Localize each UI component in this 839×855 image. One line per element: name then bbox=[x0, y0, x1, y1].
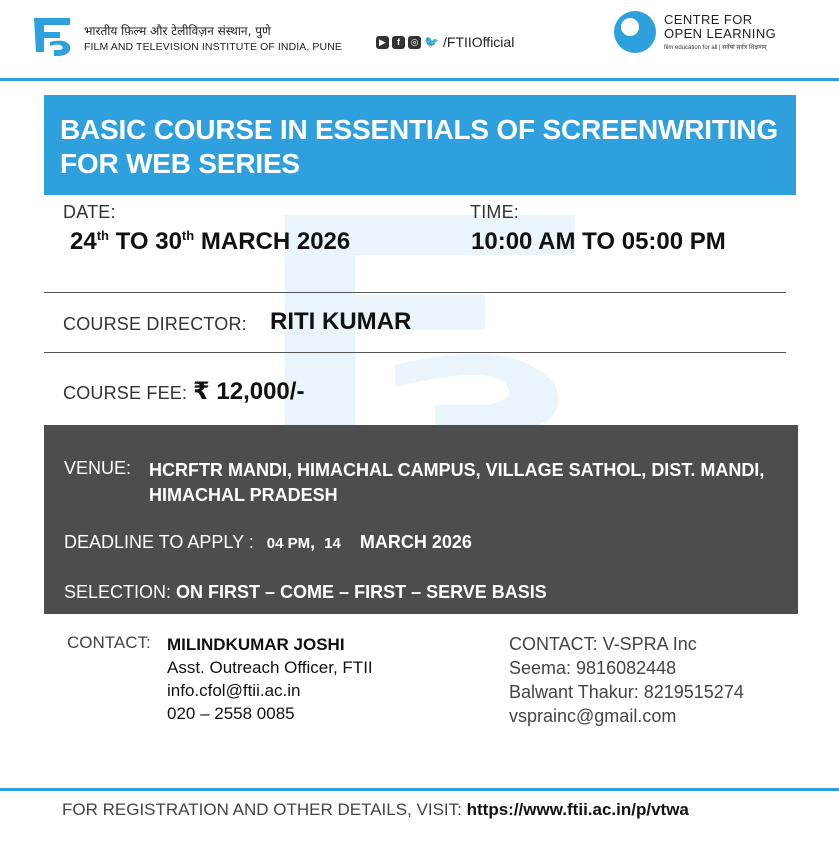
footer-divider bbox=[0, 788, 839, 791]
deadline-day: 14 bbox=[324, 535, 341, 552]
contact-vspra-label: CONTACT: V-SPRA Inc bbox=[509, 634, 697, 654]
header-divider bbox=[0, 78, 839, 81]
deadline bbox=[64, 532, 472, 553]
youtube-icon[interactable]: ▶ bbox=[376, 36, 389, 49]
contact-ftii-role: Asst. Outreach Officer, FTII bbox=[167, 658, 373, 677]
ftii-logo bbox=[30, 12, 76, 58]
date-start-day: 24 bbox=[70, 228, 97, 255]
contact-vspra-balwant: Balwant Thakur: 8219515274 bbox=[509, 682, 744, 702]
venue-label: VENUE: bbox=[64, 458, 132, 478]
time-value: 10:00 AM TO 05:00 PM bbox=[471, 228, 726, 255]
social-links bbox=[376, 34, 514, 50]
cfol-tagline: film education for all | सर्वेषां सर्वत्र शिक्षणम् bbox=[664, 45, 767, 51]
ftii-name-hindi: भारतीय फ़िल्म और टेलीविज़न संस्थान, पुणे bbox=[84, 24, 271, 38]
footer bbox=[62, 800, 689, 820]
venue-box bbox=[44, 425, 798, 614]
cfol-line-2: OPEN LEARNING bbox=[664, 26, 777, 41]
divider-2 bbox=[44, 352, 786, 353]
header bbox=[0, 0, 839, 78]
deadline-separator: , bbox=[310, 532, 316, 552]
director-value: RITI KUMAR bbox=[270, 308, 412, 335]
deadline-label: DEADLINE TO APPLY : bbox=[64, 532, 254, 552]
contact-ftii-email[interactable]: info.cfol@ftii.ac.in bbox=[167, 681, 301, 700]
selection-label: SELECTION: bbox=[64, 582, 172, 602]
ftii-name-english: FILM AND TELEVISION INSTITUTE OF INDIA, PUNE bbox=[84, 41, 342, 53]
registration-link[interactable]: https://www.ftii.ac.in/p/vtwa bbox=[466, 800, 689, 819]
fee-label: COURSE FEE: bbox=[63, 383, 188, 403]
director-label: COURSE DIRECTOR: bbox=[63, 314, 247, 334]
course-title: BASIC COURSE IN ESSENTIALS OF SCREENWRITING FOR WEB SERIES bbox=[60, 114, 778, 179]
deadline-time: 04 PM bbox=[266, 535, 311, 552]
date-value bbox=[70, 228, 350, 256]
date-to: TO bbox=[108, 228, 156, 255]
selection-value: ON FIRST – COME – FIRST – SERVE BASIS bbox=[176, 582, 547, 602]
divider-1 bbox=[44, 292, 786, 293]
facebook-icon[interactable]: f bbox=[392, 36, 405, 49]
contact-ftii-label: CONTACT: bbox=[67, 633, 151, 652]
social-handle[interactable]: /FTIIOfficial bbox=[443, 34, 515, 50]
venue-value: HCRFTR MANDI, HIMACHAL CAMPUS, VILLAGE SATHOL, DIST. MANDI, HIMACHAL PRADESH bbox=[149, 460, 765, 505]
contact-ftii-phone: 020 – 2558 0085 bbox=[167, 704, 295, 723]
fee-value: ₹ 12,000/- bbox=[193, 378, 305, 405]
date-end-day: 30 bbox=[155, 228, 182, 255]
ftii-name bbox=[84, 22, 342, 53]
date-rest: MARCH 2026 bbox=[194, 228, 351, 255]
date-start-suffix: th bbox=[96, 228, 109, 243]
footer-prefix: FOR REGISTRATION AND OTHER DETAILS, VISIT: bbox=[62, 800, 462, 819]
contact-vspra bbox=[509, 632, 744, 728]
instagram-icon[interactable]: ◎ bbox=[408, 36, 421, 49]
cfol-logo bbox=[613, 10, 657, 54]
deadline-month: MARCH 2026 bbox=[359, 532, 472, 552]
time-label: TIME: bbox=[470, 202, 519, 222]
contact-ftii-name: MILINDKUMAR JOSHI bbox=[167, 635, 345, 654]
cfol-line-1: CENTRE FOR bbox=[664, 12, 753, 27]
twitter-icon[interactable]: 🐦 bbox=[424, 34, 439, 49]
date-label: DATE: bbox=[63, 202, 116, 222]
selection bbox=[64, 582, 547, 603]
title-banner bbox=[44, 95, 796, 195]
contact-vspra-email[interactable]: vsprainc@gmail.com bbox=[509, 706, 677, 726]
cfol-name bbox=[664, 13, 776, 51]
contact-vspra-seema: Seema: 9816082448 bbox=[509, 658, 677, 678]
date-end-suffix: th bbox=[181, 228, 195, 243]
